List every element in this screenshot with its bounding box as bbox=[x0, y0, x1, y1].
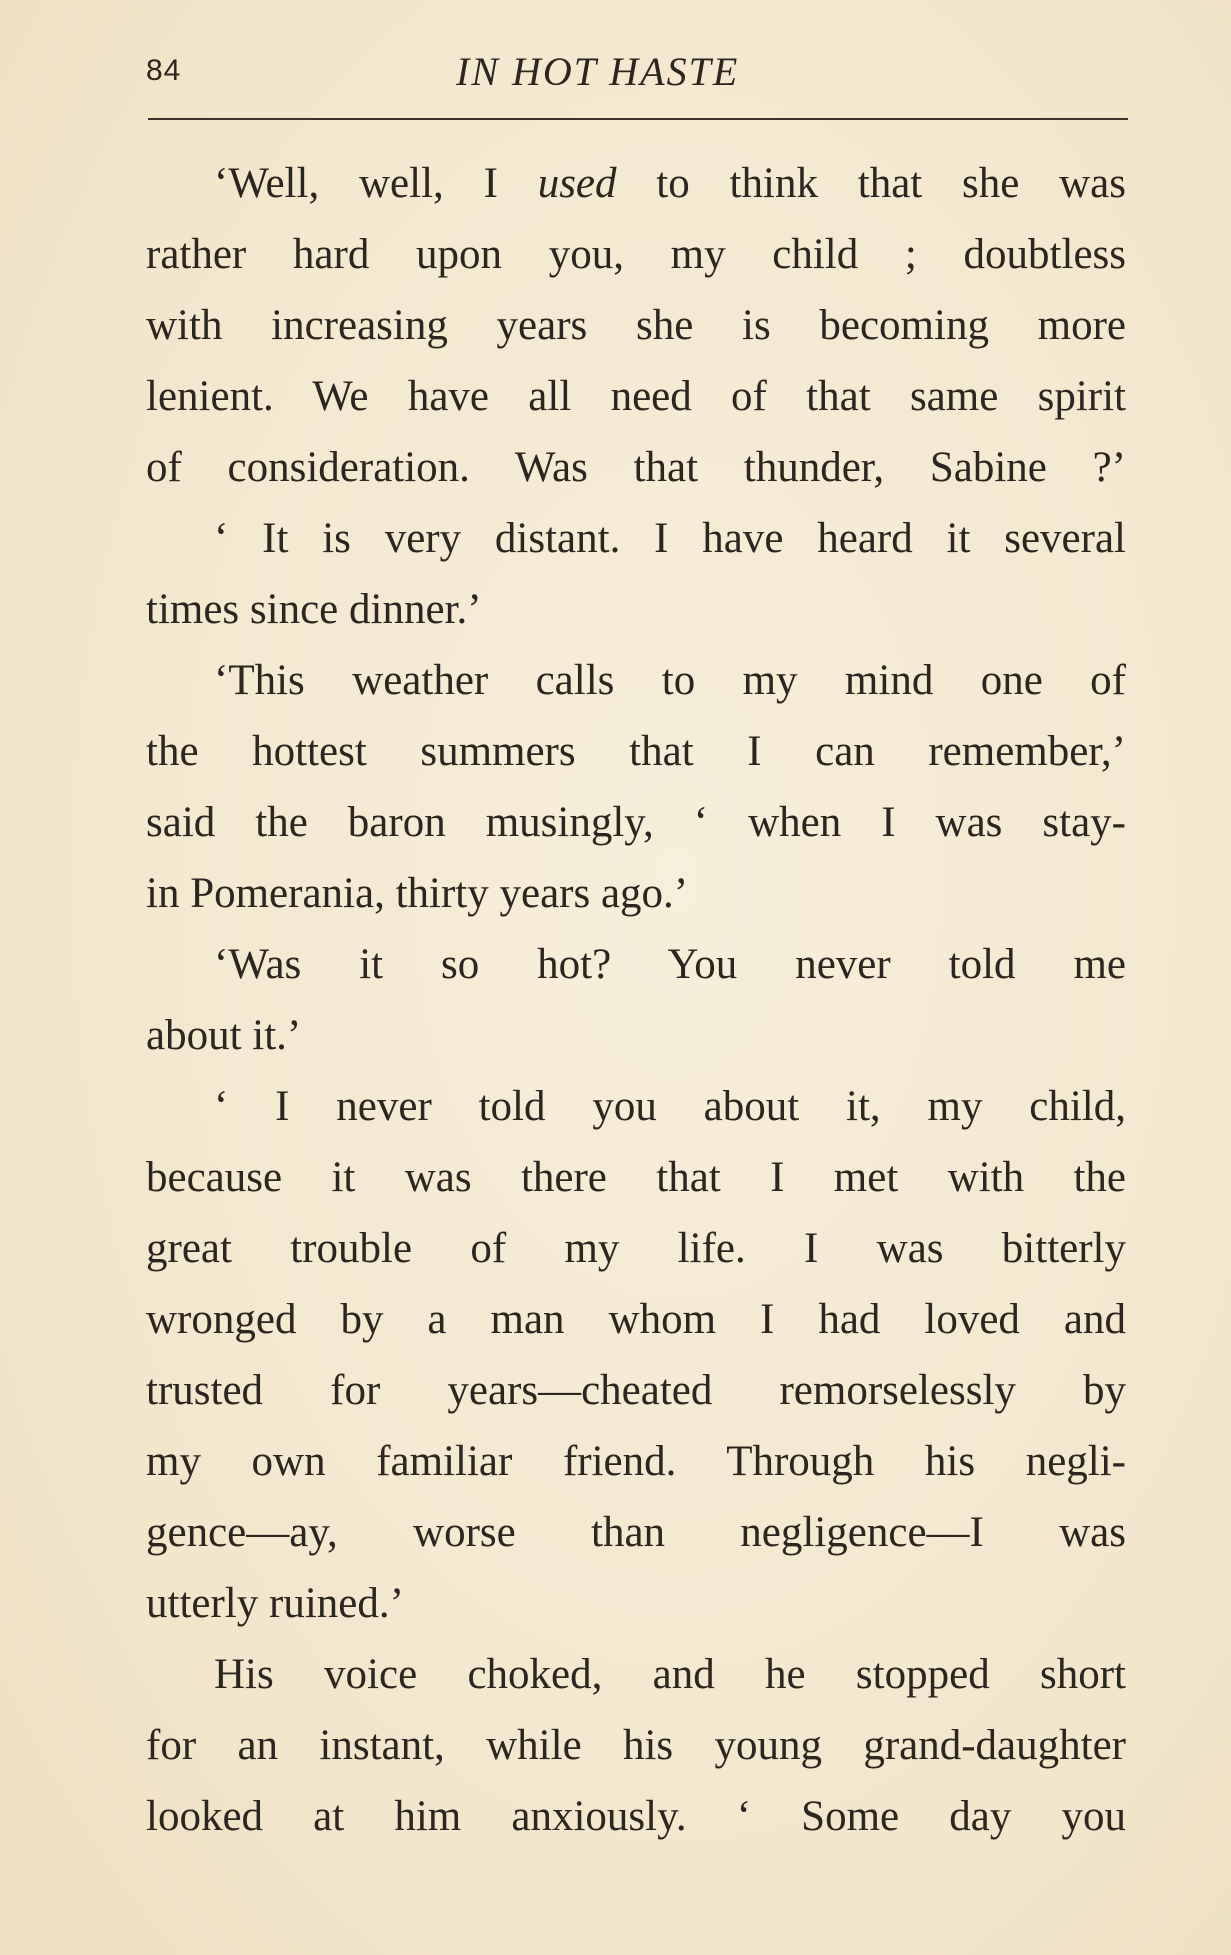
text-line: gence—ay, worse than negligence—I was bbox=[146, 1509, 1126, 1556]
text-line: the hottest summers that I can remember,’ bbox=[146, 728, 1126, 775]
text-line: about it.’ bbox=[146, 1012, 302, 1059]
text-line: ‘This weather calls to my mind one of bbox=[214, 657, 1126, 704]
running-title: IN HOT HASTE bbox=[456, 49, 740, 94]
text-line: ‘ I never told you about it, my child, bbox=[214, 1083, 1126, 1130]
text-line: ‘Well, well, I used to think that she was bbox=[214, 160, 1127, 207]
text-line: utterly ruined.’ bbox=[146, 1580, 404, 1627]
text-line: with increasing years she is becoming more bbox=[146, 302, 1126, 349]
text-line: wronged by a man whom I had loved and bbox=[146, 1296, 1126, 1343]
text-line: in Pomerania, thirty years ago.’ bbox=[146, 870, 689, 917]
text-line: ‘ It is very distant. I have heard it several bbox=[214, 515, 1126, 562]
text-line: great trouble of my life. I was bitterly bbox=[146, 1225, 1126, 1272]
text-line: lenient. We have all need of that same spirit bbox=[146, 373, 1126, 420]
text-line: of consideration. Was that thunder, Sabine ?’ bbox=[146, 444, 1126, 491]
page-number: 84 bbox=[146, 54, 182, 87]
page-header bbox=[146, 48, 1126, 98]
emphasis: used bbox=[537, 160, 617, 207]
text-line: looked at him anxiously. ‘ Some day you bbox=[146, 1793, 1126, 1840]
text-line: trusted for years—cheated remorselessly by bbox=[146, 1367, 1126, 1414]
text-line: His voice choked, and he stopped short bbox=[214, 1651, 1126, 1698]
header-rule bbox=[148, 118, 1128, 120]
text-line: times since dinner.’ bbox=[146, 586, 482, 633]
text-line: said the baron musingly, ‘ when I was stay- bbox=[146, 799, 1126, 846]
text-line: my own familiar friend. Through his negli- bbox=[146, 1438, 1126, 1485]
body-text bbox=[146, 148, 1126, 1852]
text-line: for an instant, while his young grand-daughter bbox=[146, 1722, 1126, 1769]
text-line: rather hard upon you, my child ; doubtless bbox=[146, 231, 1126, 278]
text-line: because it was there that I met with the bbox=[146, 1154, 1126, 1201]
text-line: ‘Was it so hot? You never told me bbox=[214, 941, 1126, 988]
